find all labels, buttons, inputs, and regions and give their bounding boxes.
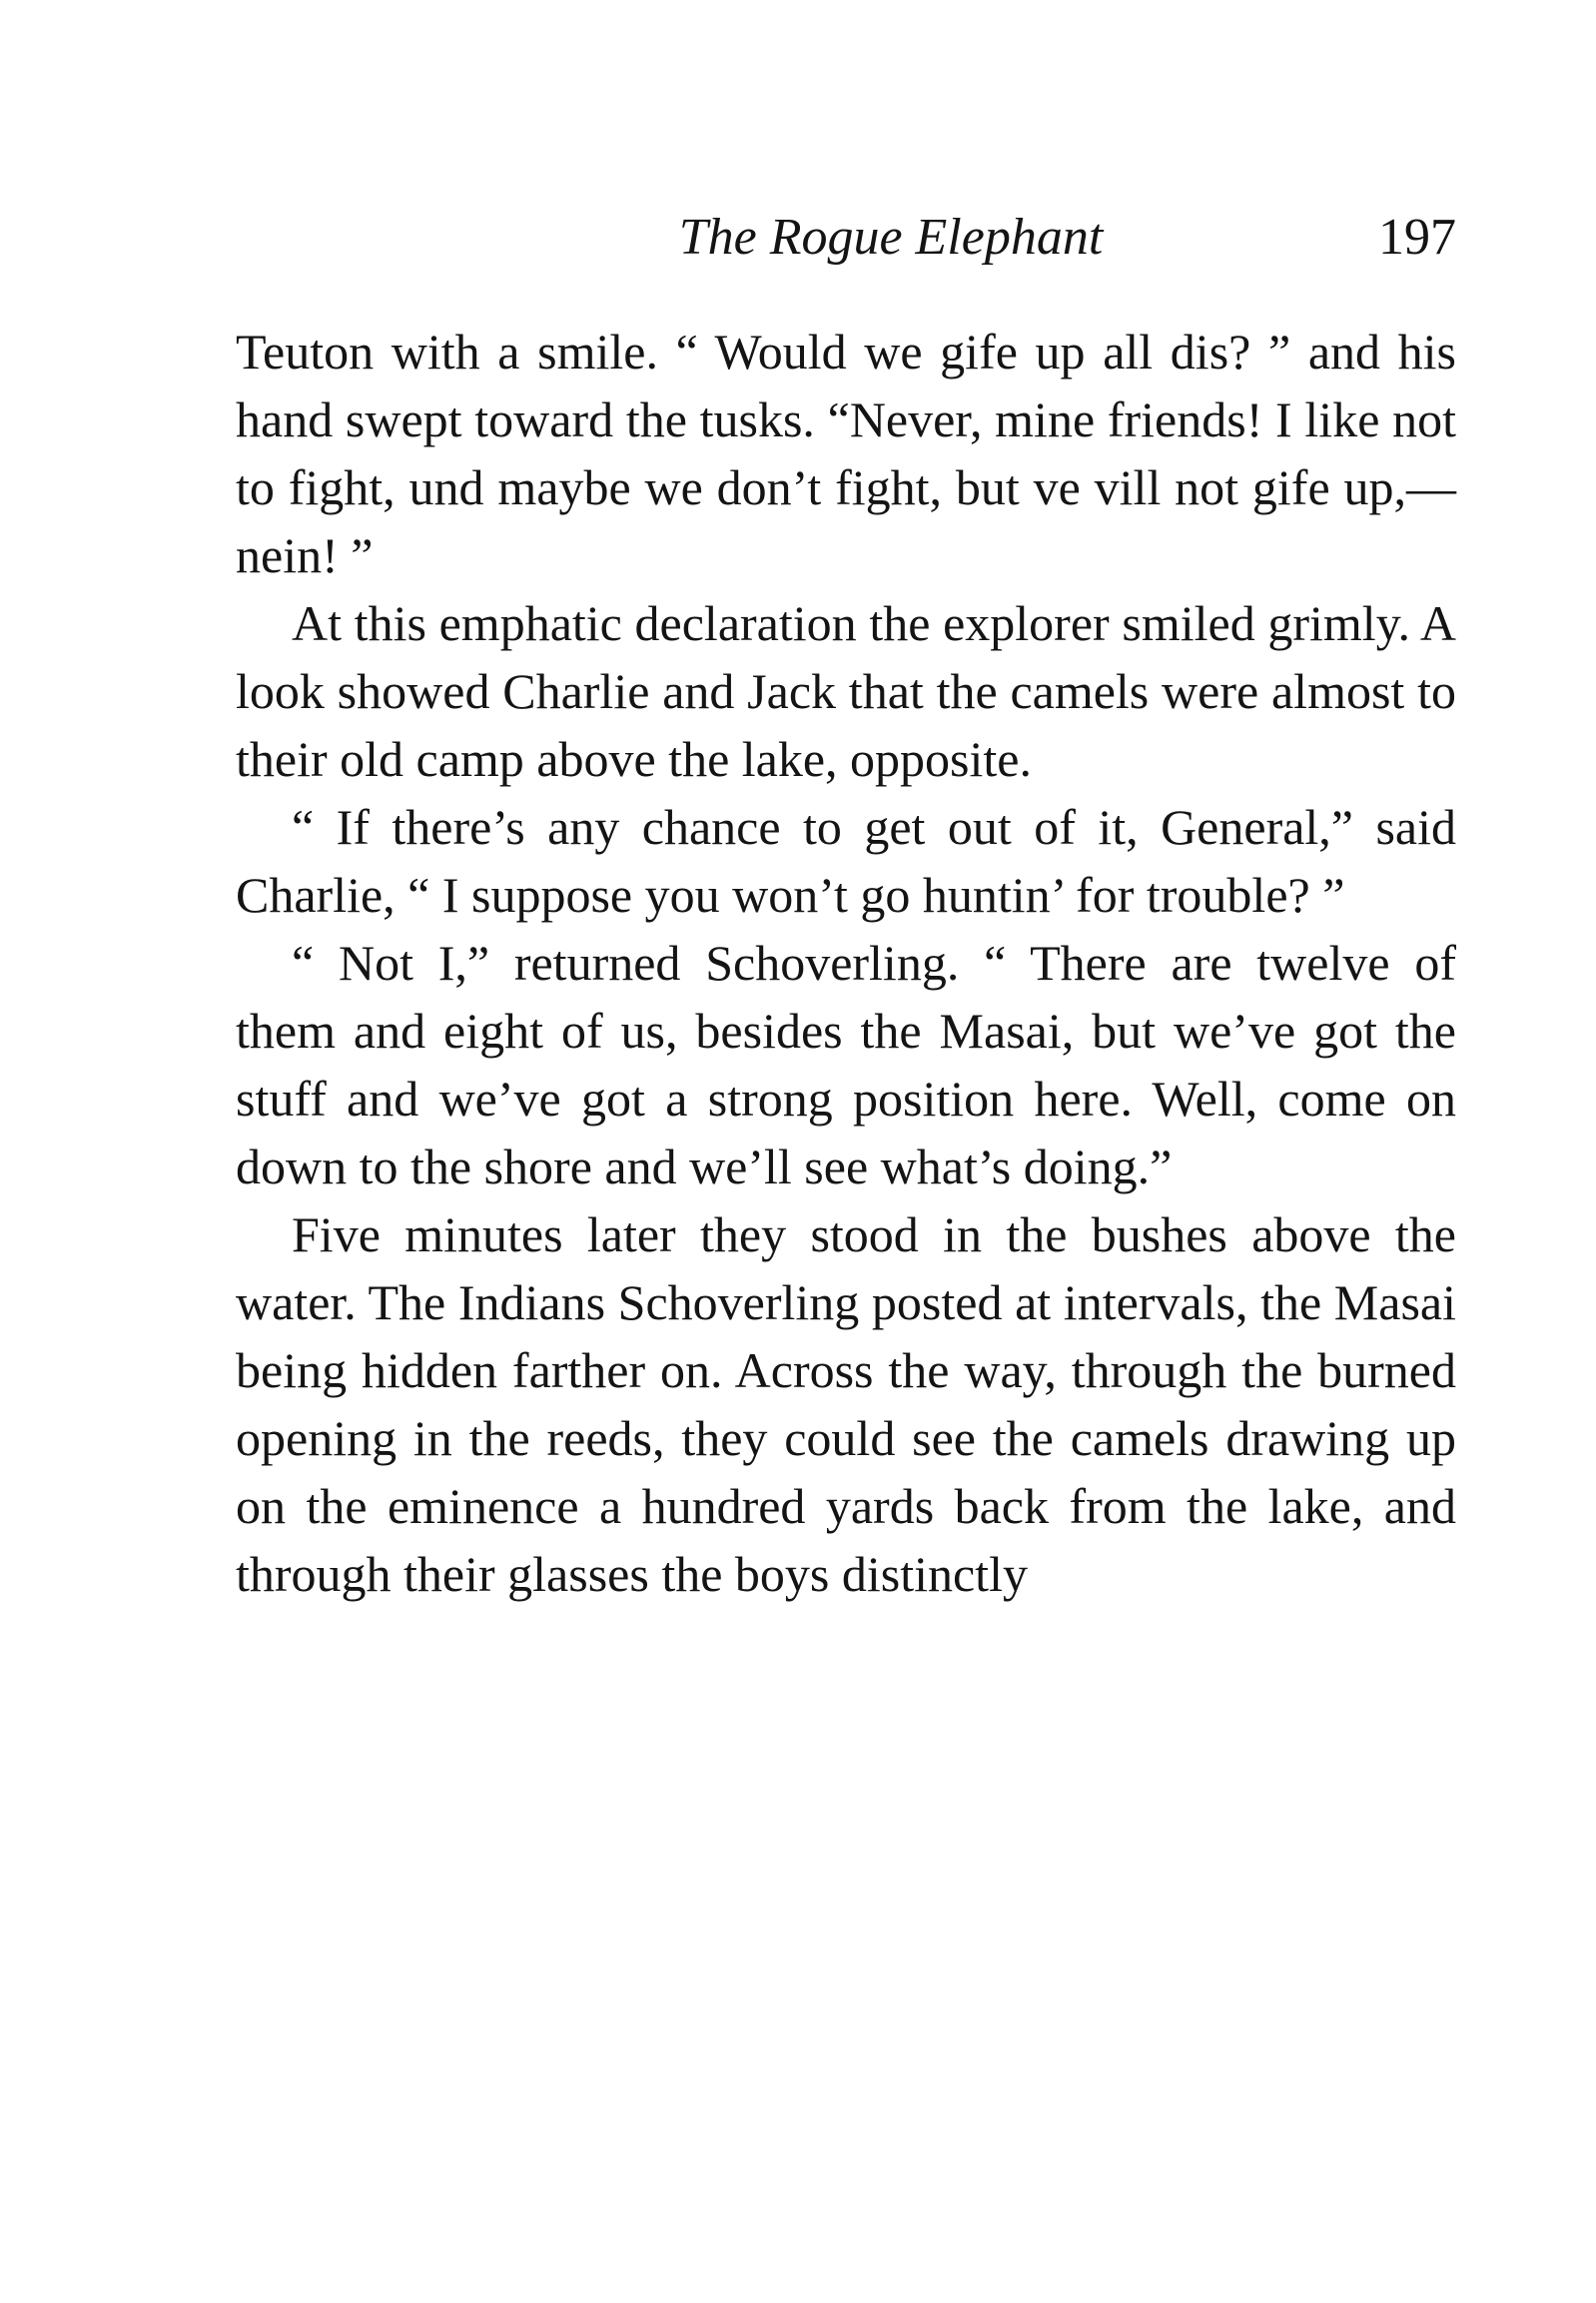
running-title: The Rogue Elephant — [678, 209, 1104, 266]
paragraph: At this emphatic declaration the explorer smiled grimly. A look showed Charlie and Jack that the camels were almost to their old camp above the lake, opposite. — [236, 595, 1456, 787]
paragraph: “ If there’s any chance to get out of it, General,” said Charlie, “ I suppose you won’t go huntin’ for trouble? ” — [236, 799, 1456, 923]
page-number: 197 — [1378, 209, 1456, 266]
paragraph: “ Not I,” returned Schoverling. “ There are twelve of them and eight of us, besides the Masai, but we’ve got the stuff and we’ve got a strong position here. Well, come on down to the shore and we’ll see what’s doing.” — [236, 935, 1456, 1194]
paragraph-continued: Teuton with a smile. “ Would we gife up all dis? ” and his hand swept toward the tusks. “Never, mine friends! I like not to fight, und maybe we don’t fight, but ve vill not gife up,— nein! ” — [236, 324, 1456, 583]
running-head — [236, 206, 1456, 270]
paragraph: Five minutes later they stood in the bushes above the water. The Indians Schoverling posted at intervals, the Masai being hidden farther on. Across the way, through the burned opening in the reeds, they could see the camels drawing up on the eminence a hundred yards back from the lake, and through their glasses the boys distinctly — [236, 1206, 1456, 1602]
body-text — [236, 318, 1456, 1608]
